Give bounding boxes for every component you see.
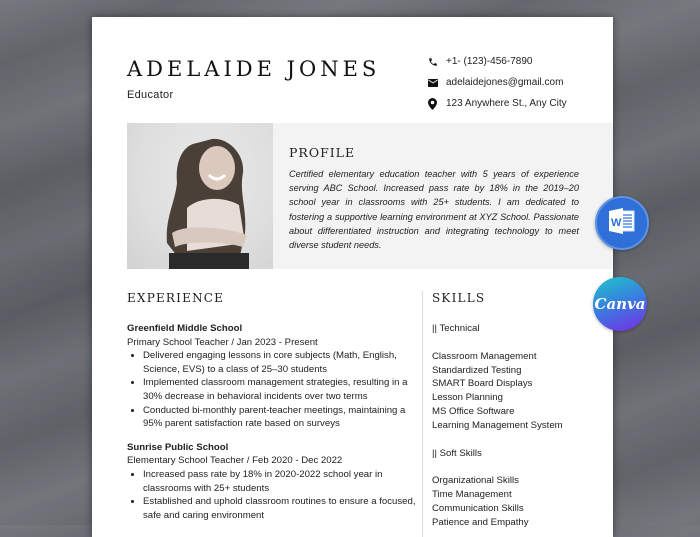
job-bullet: • Established and uphold classroom routines to ensure a focused, safe and caring environment <box>143 495 417 522</box>
skill-item: Communication Skills <box>432 502 524 514</box>
contact-email <box>428 72 567 93</box>
profile-heading: PROFILE <box>289 145 356 160</box>
map-pin-icon <box>428 98 446 110</box>
contact-address <box>428 93 567 114</box>
email-text: adelaidejones@gmail.com <box>446 77 564 88</box>
job-company: Sunrise Public School <box>127 441 229 453</box>
envelope-icon <box>428 79 446 87</box>
word-icon <box>607 208 637 239</box>
profile-band <box>127 123 613 269</box>
profile-summary: Certified elementary education teacher with 5 years of experience serving ABC School. Increased pass rate by 18% in the 2019–20 school year in classrooms with 25+ students. I am dedicated to fostering a supportive learning environment at XYZ School. Passionate about differentiated instruction and integrating technology to meet diverse student needs. <box>289 169 579 251</box>
job-bullets <box>127 349 417 431</box>
skill-item: MS Office Software <box>432 405 515 417</box>
skill-item: Organizational Skills <box>432 475 519 487</box>
job-bullet: • Implemented classroom management strategies, resulting in a 30% decrease in behavioral incidents over two terms <box>143 376 417 403</box>
skill-item: SMART Board Displays <box>432 378 533 390</box>
job-company: Greenfield Middle School <box>127 323 243 334</box>
skills-group-label: || Soft Skills <box>432 447 482 459</box>
phone-icon <box>428 57 446 67</box>
job-role: Primary School Teacher / Jan 2023 - Present <box>127 336 318 348</box>
svg-text:W: W <box>611 216 622 229</box>
skills-heading: SKILLS <box>432 291 486 305</box>
phone-text: +1- (123)-456-7890 <box>446 56 533 67</box>
job-bullet: • Delivered engaging lessons in core subjects (Math, English, Science, EVS) to a class of 25–30 students <box>143 349 417 376</box>
skills-group <box>432 350 563 433</box>
address-text: 123 Anywhere St., Any City <box>446 98 567 109</box>
job-role: Elementary School Teacher / Feb 2020 - Dec 2022 <box>127 455 343 467</box>
experience-heading: EXPERIENCE <box>127 291 225 305</box>
job-entry <box>127 441 417 523</box>
skill-item: Learning Management System <box>432 419 563 431</box>
candidate-title: Educator <box>127 89 174 101</box>
job-bullet: • Increased pass rate by 18% in 2020-2022 school year in classrooms with 25+ students <box>143 468 417 495</box>
skill-item: Lesson Planning <box>432 392 503 404</box>
job-entry <box>127 322 417 431</box>
canva-badge <box>593 277 647 331</box>
column-divider <box>422 291 423 537</box>
profile-photo <box>127 123 273 269</box>
job-bullets <box>127 468 417 522</box>
word-badge <box>595 196 649 250</box>
skills-group-label: || Technical <box>432 323 480 334</box>
experience-list <box>127 322 417 532</box>
skill-item: Standardized Testing <box>432 364 522 376</box>
canva-logo-text: Canva <box>594 295 646 313</box>
skill-item: Classroom Management <box>432 350 537 362</box>
resume-page <box>92 17 613 537</box>
skill-item: Time Management <box>432 489 512 501</box>
contact-phone <box>428 51 567 72</box>
skills-group <box>432 474 563 529</box>
skills-list <box>432 322 563 537</box>
candidate-name: ADELAIDE JONES <box>127 57 381 81</box>
contact-block <box>428 51 567 114</box>
skill-item: Patience and Empathy <box>432 516 529 528</box>
job-bullet: • Conducted bi-monthly parent-teacher meetings, maintaining a 95% parent satisfaction rate based on surveys <box>143 404 417 431</box>
